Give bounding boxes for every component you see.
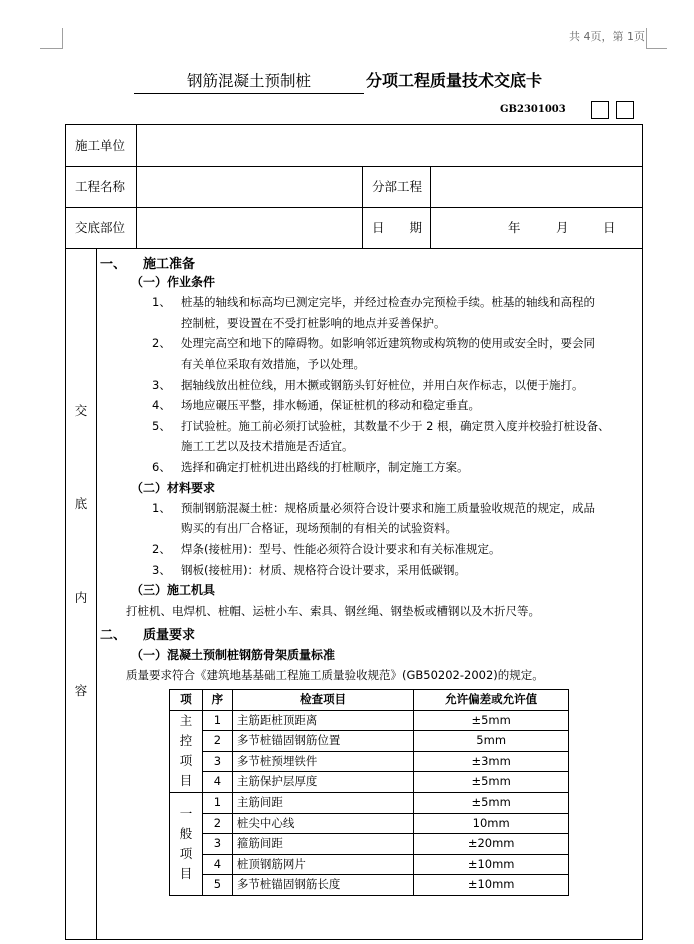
section-2-title: 质量要求 [143, 628, 196, 643]
cell-seq: 3 [202, 751, 232, 772]
group-label-char: 项 [179, 753, 193, 769]
sub-project-label: 分部工程 [372, 179, 423, 194]
cell-seq: 4 [202, 854, 232, 875]
item-line: 场地应碾压平整，排水畅通，保证桩机的移动和稳定垂直。 [181, 398, 480, 412]
cell-seq: 1 [202, 792, 232, 813]
cell-seq: 1 [202, 710, 232, 731]
subsection-materials: （二）材料要求 [131, 481, 216, 495]
row-divider [66, 248, 642, 249]
group-label-char: 控 [179, 733, 193, 749]
project-name-label: 工程名称 [75, 179, 126, 194]
column-divider [430, 166, 431, 248]
date-month: 月 [556, 220, 569, 235]
section-1-title: 施工准备 [143, 257, 196, 272]
side-label-char: 底 [74, 496, 88, 511]
item-line: 预制钢筋混凝土桩：规格质量必须符合设计要求和施工质量验收规范的规定，成品 [181, 501, 595, 515]
header-category: 项 [170, 690, 203, 711]
date-year: 年 [508, 220, 521, 235]
cell-value: ±20mm [414, 834, 569, 855]
column-divider [96, 248, 97, 940]
side-label-char: 内 [74, 590, 88, 605]
item-line: 购买的有出厂合格证，现场预制的有相关的试验资料。 [181, 521, 457, 535]
group-label-char: 项 [179, 845, 193, 861]
subsection-work-conditions: （一）作业条件 [131, 275, 216, 289]
item-line: 钢板(接桩用)：材质、规格符合设计要求，采用低碳钢。 [181, 563, 466, 577]
item-number: 5、 [152, 419, 171, 433]
table-row [170, 731, 569, 752]
item-line: 处理完高空和地下的障碍物。如影响邻近建筑物或构筑物的使用或安全时，要会同 [181, 336, 595, 350]
item-line: 打试验桩。施工前必须打试验桩，其数量不少于 2 根，确定贯入度并校验打桩设备、 [181, 419, 610, 433]
column-divider [362, 166, 363, 248]
cell-item: 主筋间距 [232, 792, 413, 813]
table-row [170, 813, 569, 834]
cell-value: ±10mm [414, 854, 569, 875]
table-row [170, 875, 569, 896]
document-title [134, 71, 594, 95]
date-label: 日 期 [372, 220, 423, 235]
cell-seq: 2 [202, 813, 232, 834]
cell-item: 多节桩锚固钢筋长度 [232, 875, 413, 896]
checkbox-2[interactable] [616, 101, 634, 119]
cell-item: 桩顶钢筋网片 [232, 854, 413, 875]
cell-item: 桩尖中心线 [232, 813, 413, 834]
table-row [170, 772, 569, 793]
document-code: GB2301003 [500, 104, 566, 115]
crop-mark-top-left [40, 28, 63, 49]
cell-seq: 2 [202, 731, 232, 752]
table-row [170, 834, 569, 855]
table-row [170, 854, 569, 875]
cell-item: 主筋保护层厚度 [232, 772, 413, 793]
tools-text: 打桩机、电焊机、桩帽、运桩小车、索具、钢丝绳、钢垫板或槽钢以及木折尺等。 [126, 604, 540, 618]
header-seq: 序 [202, 690, 232, 711]
quality-requirement-text: 质量要求符合《建筑地基基础工程施工质量验收规范》(GB50202-2002)的规定。 [126, 668, 544, 682]
cell-value: ±5mm [414, 710, 569, 731]
cell-item: 主筋距桩顶距离 [232, 710, 413, 731]
table-row [170, 751, 569, 772]
date-day: 日 [603, 220, 616, 235]
cell-seq: 4 [202, 772, 232, 793]
item-number: 2、 [152, 336, 171, 350]
group-label-char: 目 [179, 773, 193, 789]
cell-item: 多节桩预埋铁件 [232, 751, 413, 772]
section-2-number: 二、 [100, 628, 127, 643]
group-label-char: 一 [179, 805, 193, 821]
subsection-tools: （三）施工机具 [131, 583, 216, 597]
item-number: 1、 [152, 501, 171, 515]
cell-seq: 5 [202, 875, 232, 896]
construction-unit-label: 施工单位 [75, 138, 126, 153]
title-subject: 钢筋混凝土预制桩 [134, 71, 364, 94]
row-divider [66, 207, 642, 208]
cell-item: 箍筋间距 [232, 834, 413, 855]
side-label-char: 交 [74, 403, 88, 418]
section-1-number: 一、 [100, 257, 127, 272]
group-label-general [170, 792, 203, 895]
cell-value: ±3mm [414, 751, 569, 772]
item-line: 据轴线放出桩位线，用木撅或钢筋头钉好桩位，并用白灰作标志，以便于施打。 [181, 378, 584, 392]
cell-value: ±5mm [414, 792, 569, 813]
header-check-item: 检查项目 [232, 690, 413, 711]
column-divider [136, 125, 137, 248]
item-number: 3、 [152, 563, 171, 577]
item-line: 控制桩，要设置在不受打桩影响的地点并妥善保护。 [181, 316, 446, 330]
item-line: 有关单位采取有效措施，予以处理。 [181, 357, 365, 371]
table-row [170, 710, 569, 731]
cell-value: ±10mm [414, 875, 569, 896]
cell-item: 多节桩锚固钢筋位置 [232, 731, 413, 752]
item-line: 桩基的轴线和标高均已测定完毕，并经过检查办完预检手续。桩基的轴线和高程的 [181, 295, 595, 309]
cell-value: 5mm [414, 731, 569, 752]
item-line: 焊条(接桩用)：型号、性能必须符合设计要求和有关标准规定。 [181, 542, 501, 556]
table-header-row [170, 690, 569, 711]
item-number: 3、 [152, 378, 171, 392]
group-label-char: 般 [179, 825, 193, 841]
crop-mark-top-right [646, 28, 667, 49]
handover-part-label: 交底部位 [75, 220, 126, 235]
row-divider [66, 166, 642, 167]
item-number: 4、 [152, 398, 171, 412]
item-line: 施工工艺以及技术措施是否适宜。 [181, 439, 354, 453]
item-number: 2、 [152, 542, 171, 556]
cell-seq: 3 [202, 834, 232, 855]
page-indicator: 共 4页，第 1页 [569, 30, 645, 43]
item-number: 6、 [152, 460, 171, 474]
cell-value: ±5mm [414, 772, 569, 793]
table-row [170, 792, 569, 813]
title-rest: 分项工程质量技术交底卡 [366, 71, 543, 90]
group-label-main-control [170, 710, 203, 792]
group-label-char: 主 [179, 713, 193, 729]
cell-value: 10mm [414, 813, 569, 834]
item-number: 1、 [152, 295, 171, 309]
group-label-char: 目 [179, 865, 193, 881]
quality-standard-table [169, 689, 569, 896]
header-tolerance: 允许偏差或允许值 [414, 690, 569, 711]
checkbox-1[interactable] [591, 101, 609, 119]
item-line: 选择和确定打桩机进出路线的打桩顺序，制定施工方案。 [181, 460, 469, 474]
side-label-char: 容 [74, 683, 88, 698]
subsection-rebar-standard: （一）混凝土预制桩钢筋骨架质量标准 [131, 648, 336, 662]
